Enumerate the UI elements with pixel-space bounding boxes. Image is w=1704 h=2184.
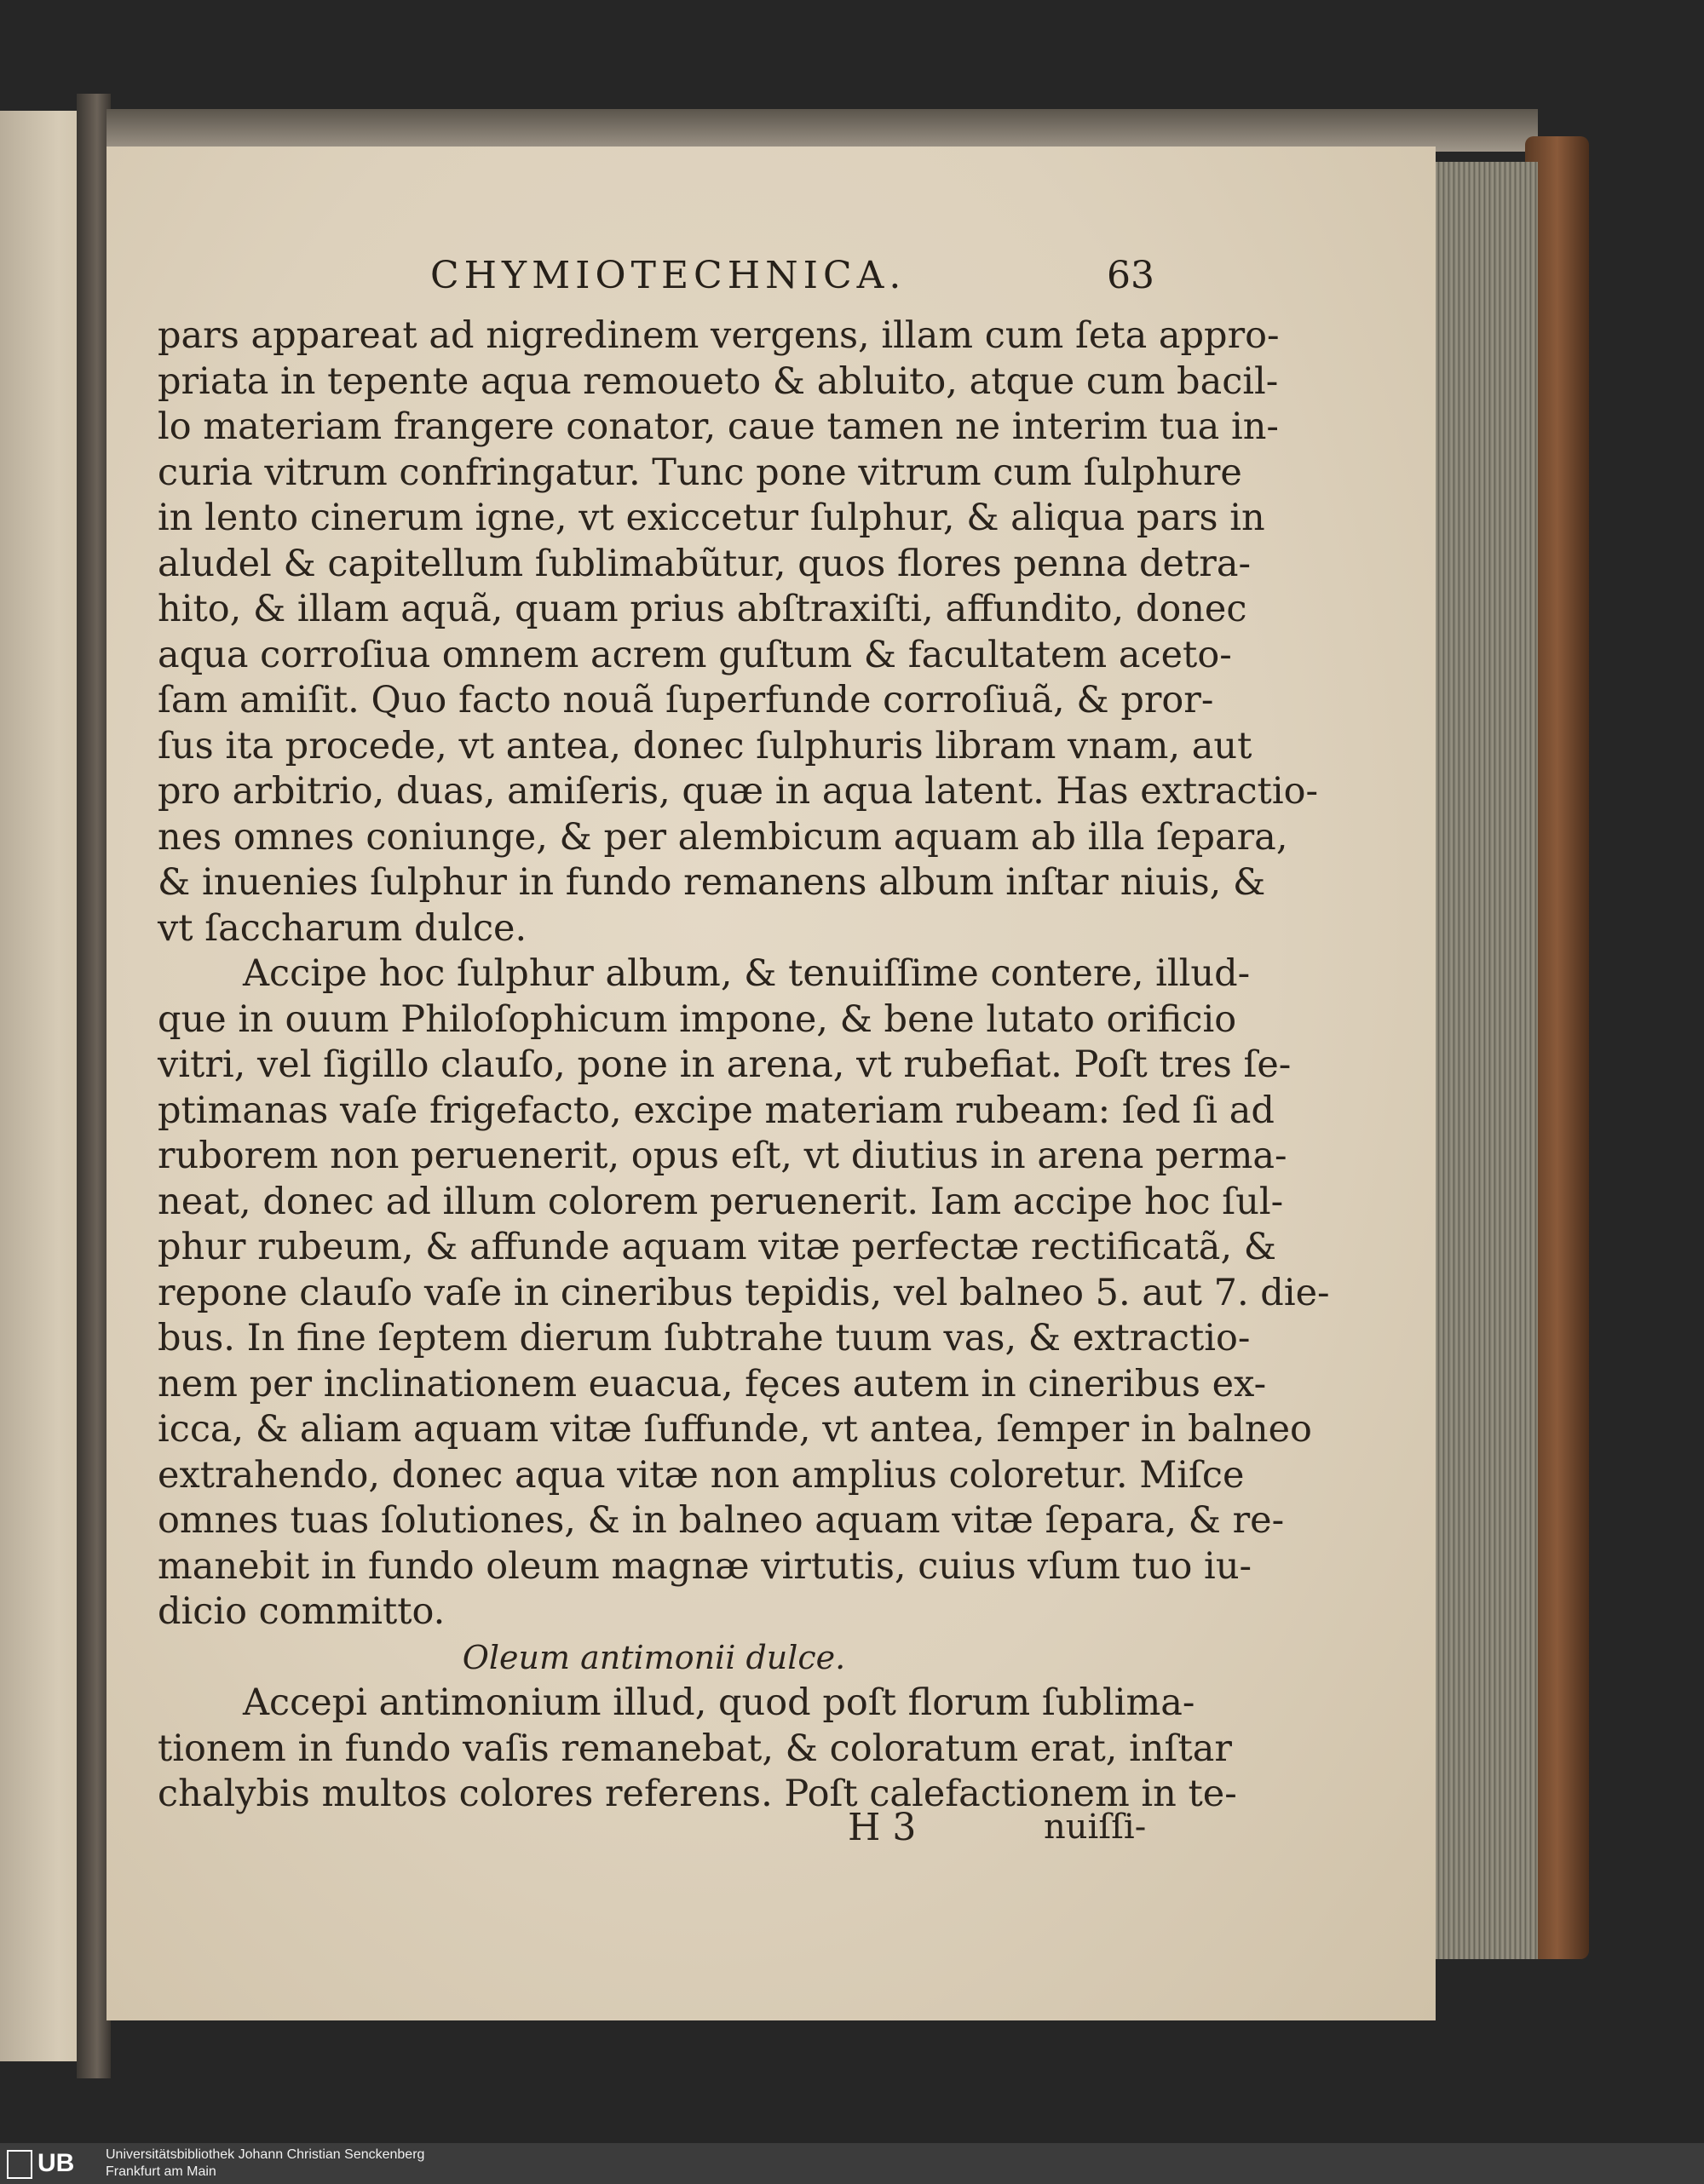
institution-name — [106, 2147, 424, 2181]
paragraph-first-line: Accipe hoc ſulphur album, & tenuiſſime contere, illud- — [243, 952, 1251, 995]
text-line: vitri, vel ſigillo clauſo, pone in arena, vt rubefiat. Poſt tres ſe- — [158, 1043, 1292, 1086]
text-line: aludel & capitellum ſublimabũtur, quos flores penna detra- — [158, 542, 1251, 585]
text-line: bus. In fine ſeptem dierum ſubtrahe tuum vas, & extractio- — [158, 1317, 1251, 1359]
page-number: 63 — [1107, 254, 1154, 297]
text-line: hito, & illam aquã, quam prius abſtraxiſti, affundito, donec — [158, 588, 1247, 630]
text-line: ptimanas vaſe frigefacto, excipe materiam rubeam: ſed ſi ad — [158, 1089, 1275, 1132]
text-line: ſam amiſit. Quo facto nouã ſuperfunde corroſiuã, & pror- — [158, 679, 1214, 721]
text-line: phur rubeum, & affunde aquam vitæ perfectæ rectificatã, & — [158, 1226, 1277, 1268]
text-line: curia vitrum confringatur. Tunc pone vitrum cum ſulphure — [158, 451, 1242, 494]
library-logo-text: UB — [37, 2149, 75, 2177]
body-text — [158, 313, 1330, 1818]
paragraph-first-line: Accepi antimonium illud, quod poſt florum ſublima- — [243, 1681, 1195, 1724]
running-title: CHYMIOTECHNICA. — [430, 254, 907, 297]
signature-mark: H 3 — [848, 1806, 917, 1849]
text-line: pars appareat ad nigredinem vergens, illam cum ſeta appro- — [158, 314, 1280, 357]
page-block-fore-edge — [1419, 162, 1538, 1959]
institution-line-1: Universitätsbibliothek Johann Christian Senckenberg — [106, 2147, 425, 2162]
section-heading: Oleum antimonii dulce. — [462, 1638, 846, 1676]
text-line: aqua corroſiua omnem acrem guſtum & facultatem aceto- — [158, 633, 1232, 676]
text-line: lo materiam frangere conator, caue tamen ne interim tua in- — [158, 405, 1279, 448]
text-line: dicio committo. — [158, 1590, 446, 1633]
catchword: nuiſſi- — [1044, 1808, 1147, 1847]
page-top-edge — [106, 109, 1538, 152]
text-line: neat, donec ad illum colorem peruenerit. Iam accipe hoc ſul- — [158, 1180, 1284, 1223]
text-line: in lento cinerum igne, vt exiccetur ſulphur, & aliqua pars in — [158, 497, 1265, 539]
text-line: omnes tuas ſolutiones, & in balneo aquam vitæ ſepara, & re- — [158, 1499, 1285, 1542]
text-line: vt ſaccharum dulce. — [158, 906, 527, 950]
text-line: extrahendo, donec aqua vitæ non amplius coloretur. Miſce — [158, 1453, 1245, 1497]
text-line: & inuenies ſulphur in fundo remanens album inſtar niuis, & — [158, 861, 1266, 904]
footer-bar — [0, 2143, 1704, 2184]
text-line: pro arbitrio, duas, amiſeris, quæ in aqua latent. Has extractio- — [158, 770, 1318, 813]
text-line: manebit in fundo oleum magnæ virtutis, cuius vſum tuo iu- — [158, 1544, 1252, 1588]
text-line: chalybis multos colores referens. Poſt calefactionem in te- — [158, 1773, 1237, 1815]
institution-line-2: Frankfurt am Main — [106, 2164, 216, 2179]
library-logo-icon — [7, 2150, 32, 2179]
text-line: priata in tepente aqua remoueto & abluito, atque cum bacil- — [158, 359, 1279, 403]
text-line: ſus ita procede, vt antea, donec ſulphuris libram vnam, aut — [158, 724, 1252, 767]
text-line: repone clauſo vaſe in cineribus tepidis, vel balneo 5. aut 7. die- — [158, 1271, 1330, 1314]
text-line: nem per inclinationem euacua, fęces autem in cineribus ex- — [158, 1362, 1267, 1405]
text-line: icca, & aliam aquam vitæ ſuffunde, vt antea, ſemper in balneo — [158, 1408, 1312, 1451]
library-logo[interactable] — [7, 2148, 92, 2179]
page-header — [430, 254, 1154, 305]
text-line: tionem in fundo vaſis remanebat, & coloratum erat, inſtar — [158, 1727, 1232, 1770]
text-line: que in ouum Philoſophicum impone, & bene lutato orificio — [158, 997, 1237, 1041]
book-gutter — [77, 94, 111, 2078]
text-line: ruborem non peruenerit, opus eſt, vt diutius in arena perma- — [158, 1135, 1287, 1177]
text-line: nes omnes coniunge, & per alembicum aquam ab illa ſepara, — [158, 815, 1288, 859]
